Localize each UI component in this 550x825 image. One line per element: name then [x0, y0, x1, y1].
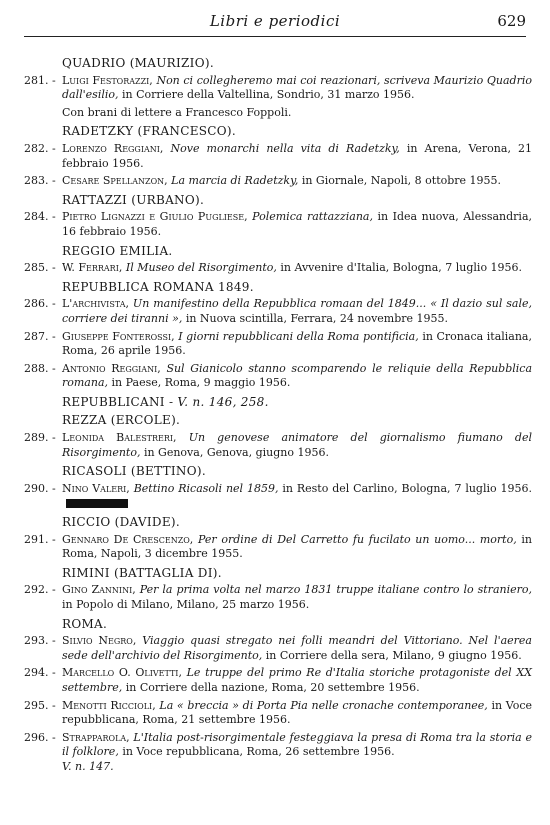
entry-title: Nove monarchi nella vita di Radetzky,: [170, 141, 400, 155]
entry-text: [62, 74, 532, 103]
entry-title: Per ordine di Del Carretto fu fucilato un uomo... morto,: [197, 532, 517, 546]
entry-number: 287. -: [24, 329, 56, 343]
bibliography-entry: [24, 699, 532, 728]
entry-number: 296. -: [24, 730, 56, 744]
entry-text: [62, 699, 532, 728]
entry-publication: in Corriere della sera, Milano, 9 giugno 1956.: [265, 648, 522, 662]
redaction-mark: [66, 499, 128, 508]
entry-number: 291. -: [24, 532, 56, 546]
section-heading-text: REPUBBLICANI: [62, 394, 165, 409]
section-heading: [24, 395, 532, 410]
section-heading-text: RATTAZZI (URBANO).: [62, 192, 205, 207]
entry-title: Non ci collegheremo mai coi reazionari, scriveva Maurizio Quadrio dall'esilio,: [62, 73, 532, 102]
entry-number: 295. -: [24, 698, 56, 712]
entry-title: Un genovese animatore del giornalismo fiumano del Risorgimento,: [62, 431, 532, 459]
entry-text: [62, 482, 532, 511]
entry-text: [62, 297, 532, 326]
section-heading: [24, 566, 532, 581]
entry-title: Polemica rattazziana,: [252, 210, 373, 224]
entry-text: [62, 210, 532, 239]
section-heading-text: REGGIO EMILIA.: [62, 243, 173, 258]
entry-title: Un manifestino della Repubblica romaan del 1849... « Il dazio sul sale, corriere dei tiranni »,: [62, 297, 532, 325]
entry-author: Giuseppe Fonterossi,: [62, 329, 175, 343]
entry-author: W. Ferrari,: [62, 261, 123, 275]
entry-text: [62, 634, 532, 663]
entry-number: 289. -: [24, 431, 56, 445]
bibliography-entry: [24, 666, 532, 695]
entry-publication: in Voce repubblicana, Roma, 21 settembre 1956.: [62, 698, 532, 727]
entry-title: L'Italia post-risorgimentale festeggiava la presa di Roma tra la storia e il folklore,: [62, 730, 533, 759]
entry-author: Cesare Spellanzon,: [62, 174, 168, 188]
entry-cross-reference: V. n. 147.: [62, 759, 114, 773]
section-heading-text: RICCIO (DAVIDE).: [62, 515, 180, 530]
entry-publication: in Roma, Napoli, 3 dicembre 1955.: [62, 532, 532, 561]
entry-author: Strapparola,: [62, 730, 130, 744]
bibliography-entry: [24, 583, 532, 612]
bibliography-entry: [24, 731, 532, 775]
entry-title: Bettino Ricasoli nel 1859,: [133, 481, 279, 495]
entry-publication: in Corriere della nazione, Roma, 20 settembre 1956.: [125, 680, 420, 694]
entry-number: 282. -: [24, 141, 56, 155]
bibliography-entry: [24, 482, 532, 511]
entry-author: Silvio Negro,: [62, 634, 137, 648]
bibliography-entry: [24, 142, 532, 171]
entry-text: [62, 533, 532, 562]
section-heading-text: QUADRIO (MAURIZIO).: [62, 56, 214, 70]
entry-author: Luigi Festorazzi,: [62, 73, 153, 87]
entry-number: 290. -: [24, 481, 56, 495]
entry-title: Viaggio quasi stregato nei folli meandri del Vittoriano. Nel l'aerea sede dell'archivio del Risorgimento,: [62, 634, 532, 662]
entry-publication: in Nuova scintilla, Ferrara, 24 novembre 1955.: [185, 311, 449, 325]
entry-number: 281. -: [24, 73, 56, 87]
section-heading-text: REPUBBLICA ROMANA 1849.: [62, 279, 254, 294]
entry-number: 283. -: [24, 174, 56, 188]
entry-author: Marcello O. Olivetti,: [62, 666, 182, 680]
entry-number: 286. -: [24, 297, 56, 311]
entry-text: [62, 330, 532, 359]
entry-publication: in Genova, Genova, giugno 1956.: [143, 445, 329, 459]
entry-number: 292. -: [24, 583, 56, 597]
section-heading: [24, 515, 532, 530]
bibliography-entry: [24, 74, 532, 103]
entry-publication: in Popolo di Milano, Milano, 25 marzo 1956.: [62, 598, 310, 611]
section-heading-text: REZZA (ERCOLE).: [62, 413, 181, 428]
running-title: Libri e periodici: [209, 12, 341, 30]
entry-title: Il Museo del Risorgimento,: [125, 261, 277, 275]
entry-title: La marcia di Radetzky,: [171, 174, 299, 188]
bibliography-entry: [24, 431, 532, 460]
entry-number: 285. -: [24, 261, 56, 275]
bibliography-entry: [24, 634, 532, 663]
entry-text: [62, 174, 532, 189]
section-heading: [24, 193, 532, 208]
bibliography-entry: [24, 362, 532, 391]
bibliography-entry: [24, 297, 532, 326]
bibliography-list: [24, 52, 532, 778]
section-heading: [24, 464, 532, 479]
bibliography-entry: [24, 174, 532, 189]
section-heading-text: ROMA.: [62, 616, 108, 631]
section-heading: [24, 413, 532, 428]
entry-publication: in Cronaca italiana, Roma, 26 aprile 1956.: [62, 329, 532, 358]
entry-text: [62, 362, 532, 391]
entry-title: Per la prima volta nel marzo 1831 truppe italiane contro lo straniero,: [139, 583, 532, 597]
section-cross-reference: - V. n. 146, 258.: [168, 394, 269, 409]
page-number: 629: [497, 12, 526, 30]
entry-text: [62, 731, 532, 775]
section-heading-text: RIMINI (BATTAGLIA DI).: [62, 565, 222, 580]
entry-publication: in Giornale, Napoli, 8 ottobre 1955.: [301, 174, 502, 188]
section-heading: [24, 244, 532, 259]
entry-author: Gino Zannini,: [62, 583, 136, 597]
entry-author: Nino Valeri,: [62, 481, 130, 495]
entry-title: Le truppe del primo Re d'Italia storiche protagoniste del XX settembre,: [62, 666, 532, 694]
entry-number: 284. -: [24, 210, 56, 224]
entry-text: [62, 431, 532, 460]
entry-publication: in Arena, Verona, 21 febbraio 1956.: [62, 141, 533, 170]
bibliography-entry: [24, 533, 532, 562]
entry-text: [62, 142, 532, 171]
bibliography-entry: [24, 261, 532, 276]
entry-author: Gennaro De Crescenzo,: [62, 532, 194, 546]
section-heading: [24, 124, 532, 139]
entry-publication: in Avvenire d'Italia, Bologna, 7 luglio 1956.: [280, 261, 523, 275]
entry-author: Antonio Reggiani,: [62, 361, 161, 375]
section-note: Con brani di lettere a Francesco Foppoli.: [62, 105, 292, 119]
section-heading: [24, 617, 532, 632]
entry-author: Lorenzo Reggiani,: [62, 141, 164, 155]
entry-author: Leonida Balestreri,: [62, 431, 177, 445]
entry-text: [62, 583, 532, 612]
running-header: [24, 10, 526, 37]
entry-author: Pietro Lignazzi e Giulio Pugliese,: [62, 210, 248, 224]
entry-number: 293. -: [24, 634, 56, 648]
entry-title: La « breccia » di Porta Pia nelle cronache contemporanee,: [159, 698, 488, 712]
bibliography-entry: [24, 330, 532, 359]
entry-number: 288. -: [24, 361, 56, 375]
entry-text: [62, 261, 532, 276]
section-heading-text: RICASOLI (BETTINO).: [62, 464, 206, 479]
entry-publication: in Resto del Carlino, Bologna, 7 luglio 1956.: [282, 481, 533, 495]
entry-number: 294. -: [24, 666, 56, 680]
entry-text: [62, 666, 532, 695]
section-heading: [24, 56, 532, 71]
section-heading-text: RADETZKY (FRANCESCO).: [62, 124, 236, 139]
entry-publication: in Paese, Roma, 9 maggio 1956.: [111, 376, 291, 390]
entry-title: I giorni repubblicani della Roma pontificia,: [178, 329, 419, 343]
entry-publication: in Voce repubblicana, Roma, 26 settembre 1956.: [122, 745, 395, 759]
entry-author: L'archivista,: [62, 297, 129, 311]
entry-title: Sul Gianicolo stanno scomparendo le reliquie della Repubblica romana,: [62, 361, 533, 390]
entry-author: Menotti Riccioli,: [62, 698, 156, 712]
entry-publication: in Idea nuova, Alessandria, 16 febbraio 1956.: [62, 210, 533, 238]
section-heading: [24, 280, 532, 295]
entry-publication: in Corriere della Valtellina, Sondrio, 31 marzo 1956.: [122, 88, 415, 102]
bibliography-entry: [24, 210, 532, 239]
